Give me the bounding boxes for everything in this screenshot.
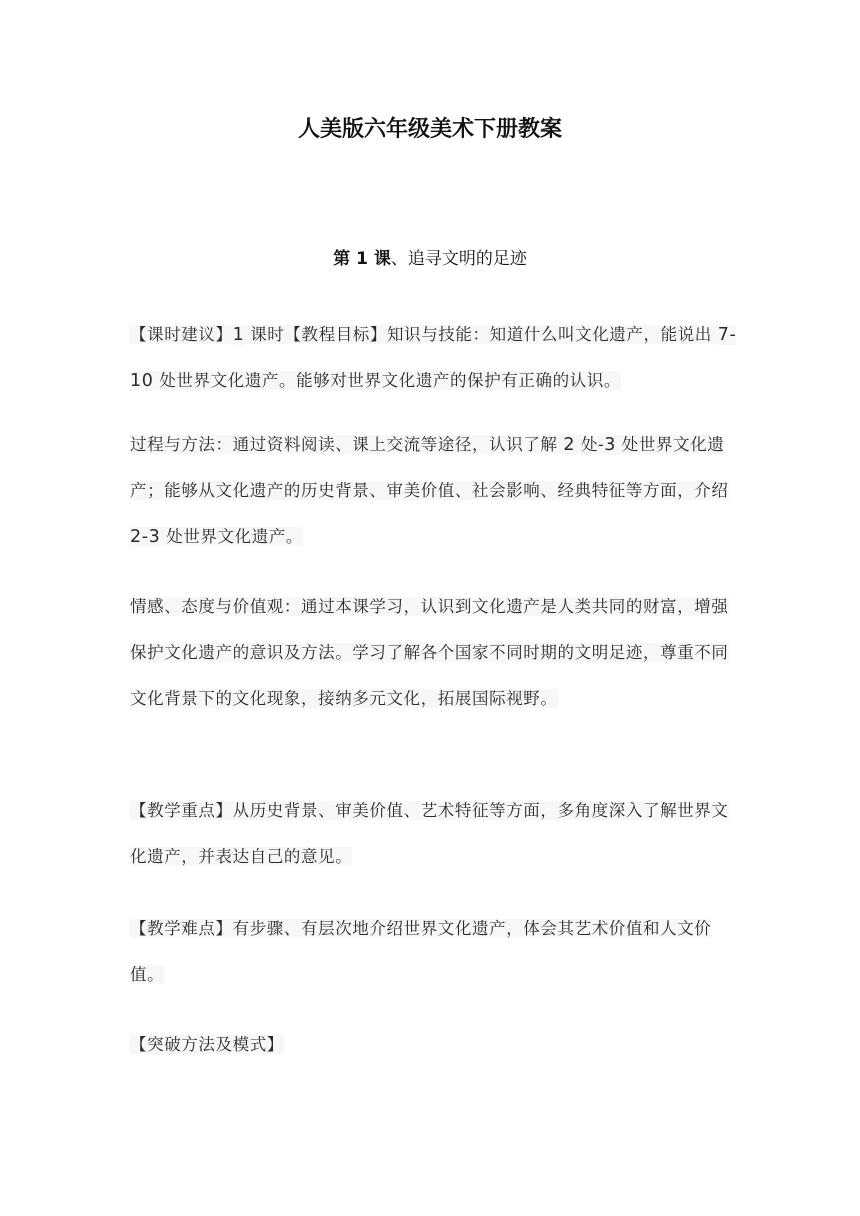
text-run: 【突破方法及模式】 (130, 1035, 284, 1054)
text-run: 情感、态度与价值观：通过本课学习，认识到文化遗产是人类共同的财富，增强保护文化遗产的意识及方法。学习了解各个国家不同时期的文明足迹，尊重不同文化背景下的文化现象，接纳多元文化，拓展国际视野。 (130, 597, 729, 708)
text-run: 过程与方法：通过资料阅读、课上交流等途径，认识了解 (130, 435, 564, 454)
text-run: 【课时建议】 (130, 325, 233, 344)
text-run: 1 (232, 325, 245, 345)
lesson-number: 第 1 课 (333, 249, 391, 269)
text-run: 处世界文化遗产。 (160, 527, 304, 546)
lesson-heading (0, 244, 860, 274)
text-run: 处世界文化遗产。能够对世界文化遗产的保护有正确的认识。 (153, 371, 622, 390)
paragraph-lesson-suggestion (130, 312, 742, 404)
text-run: 3 (604, 435, 616, 455)
text-run: 处世界文化遗产；能够从文化遗产的历史背景、审美价值、社会影响、经典特征等方面，介绍 (130, 435, 729, 500)
paragraph-process-method (130, 422, 742, 560)
text-run: 2 (563, 435, 576, 455)
text-run: 课时【教程目标】知识与技能：知道什么叫文化遗产，能说出 (244, 325, 718, 344)
paragraph-teaching-difficulty (130, 906, 742, 998)
text-run: 【教学重点】从历史背景、审美价值、艺术特征等方面，多角度深入了解世界文化遗产，并表达自己的意见。 (130, 801, 729, 866)
text-run: 2-3 (130, 527, 161, 547)
paragraph-teaching-focus (130, 788, 742, 880)
document-title: 人美版六年级美术下册教案 (297, 117, 562, 142)
text-run: 【教学难点】有步骤、有层次地介绍世界文化遗产，体会其艺术价值和人文价值。 (130, 919, 712, 984)
paragraph-breakthrough-method (130, 1022, 742, 1068)
text-run: 7-10 (130, 325, 737, 391)
text-run: 处- (575, 435, 605, 454)
paragraph-attitude-values (130, 584, 742, 722)
lesson-title: 、追寻文明的足迹 (390, 249, 527, 269)
